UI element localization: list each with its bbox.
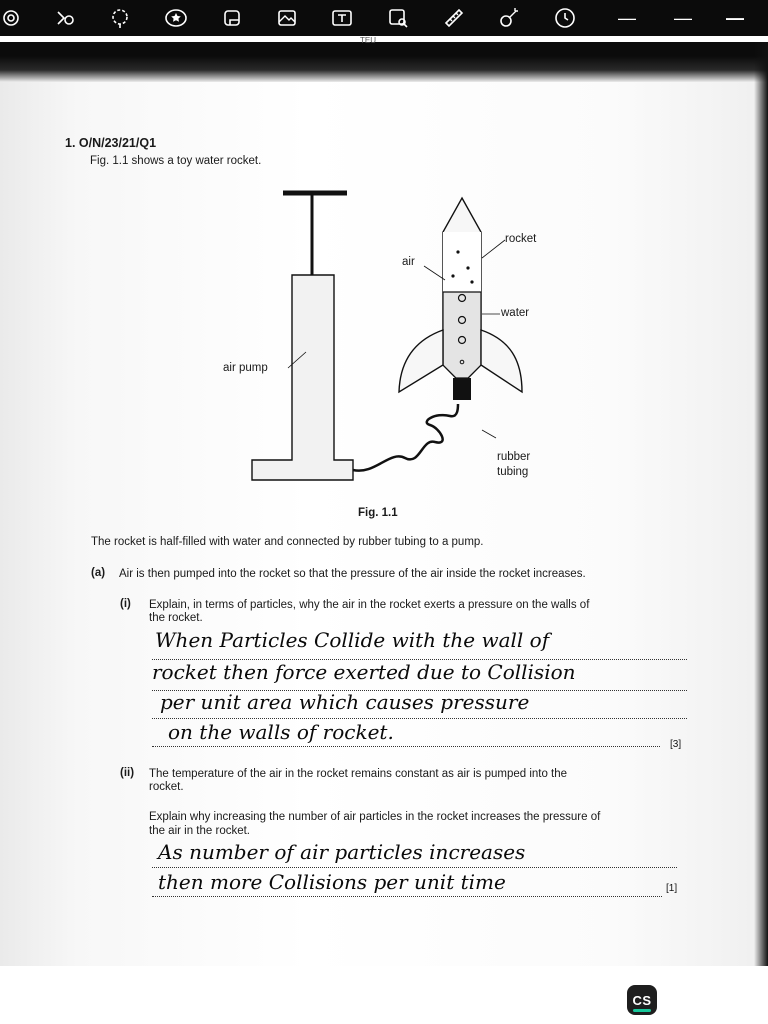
part-i-label: (i) — [120, 598, 131, 610]
photo-right-shadow — [754, 42, 768, 966]
label-rocket: rocket — [505, 233, 537, 245]
label-rubber: rubber — [497, 451, 531, 463]
part-a-text: Air is then pumped into the rocket so that the pressure of the air inside the rocket increases. — [119, 568, 586, 580]
stroke-medium-button[interactable]: — — [674, 7, 692, 28]
selection-icon[interactable] — [105, 3, 135, 33]
annotation-toolbar — [0, 0, 768, 36]
label-air-pump: air pump — [223, 362, 268, 374]
question-intro: Fig. 1.1 shows a toy water rocket. — [90, 155, 262, 167]
part-i-line1: Explain, in terms of particles, why the air in the rocket exerts a pressure on the walls of — [149, 599, 590, 611]
handwriting-line: rocket then force exerted due to Collision — [152, 660, 576, 684]
answer-line — [152, 867, 677, 868]
lasso-icon[interactable] — [0, 3, 26, 33]
part-ii-q2: the air in the rocket. — [149, 825, 250, 837]
part-a-label: (a) — [91, 567, 106, 579]
photo-top-shadow — [0, 42, 768, 82]
clock-icon[interactable] — [550, 3, 580, 33]
label-water: water — [501, 307, 530, 319]
part-ii-label: (ii) — [120, 767, 135, 779]
part-i-line2: the rocket. — [149, 612, 203, 624]
answer-line — [152, 718, 687, 719]
image-icon[interactable] — [272, 3, 302, 33]
handwriting-line: per unit area which causes pressure — [160, 690, 530, 714]
air-pump-diagram — [252, 193, 353, 480]
label-tubing: tubing — [497, 466, 529, 478]
handwriting-line: then more Collisions per unit time — [158, 870, 506, 894]
stroke-thick-button[interactable]: — — [726, 7, 744, 28]
sticky-note-icon[interactable] — [217, 3, 247, 33]
rotate-icon[interactable] — [50, 3, 80, 33]
marks-i: [3] — [670, 739, 682, 750]
answer-line — [152, 746, 660, 747]
camscanner-badge[interactable]: CS — [627, 985, 657, 1015]
part-ii-q1: Explain why increasing the number of air particles in the rocket increases the pressure of — [149, 811, 601, 823]
question-id: 1. O/N/23/21/Q1 — [65, 136, 157, 150]
part-ii-line1: The temperature of the air in the rocket remains constant as air is pumped into the — [149, 768, 568, 780]
marks-ii: [1] — [666, 883, 678, 894]
ruler-icon[interactable] — [439, 3, 469, 33]
image-search-icon[interactable] — [383, 3, 413, 33]
stroke-thin-button[interactable]: — — [618, 7, 636, 28]
rocket-diagram — [399, 198, 522, 400]
question-stem: The rocket is half-filled with water and connected by rubber tubing to a pump. — [91, 536, 484, 548]
header-sliver: TEU — [360, 36, 376, 45]
handwriting-line: As number of air particles increases — [158, 840, 526, 864]
label-air: air — [402, 256, 415, 268]
handwriting-line: When Particles Collide with the wall of — [155, 628, 550, 652]
handwriting-line: on the walls of rocket. — [168, 720, 394, 744]
text-box-icon[interactable] — [327, 3, 357, 33]
part-ii-line2: rocket. — [149, 781, 184, 793]
figure-caption: Fig. 1.1 — [358, 507, 398, 519]
star-icon[interactable] — [161, 3, 191, 33]
answer-line — [152, 896, 662, 897]
magic-wand-icon[interactable] — [494, 3, 524, 33]
